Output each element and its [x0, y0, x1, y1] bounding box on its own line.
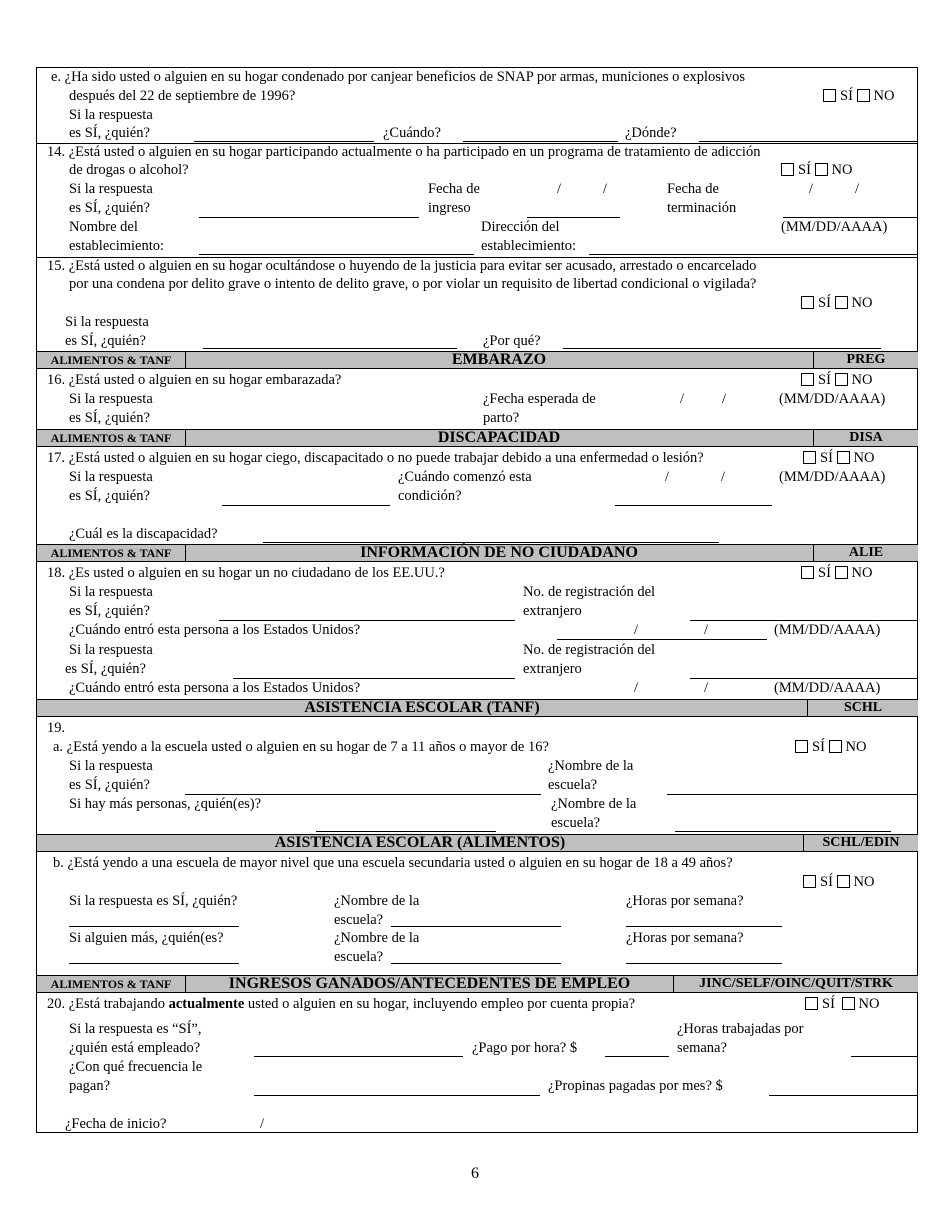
- q17-no-checkbox[interactable]: [837, 451, 850, 464]
- q19a-if-yes: Si la respuesta: [69, 758, 153, 774]
- q18-yes-no: SÍ NO: [801, 565, 872, 582]
- q16-who-label: es SÍ, ¿quién?: [69, 410, 150, 426]
- q20-hours-field[interactable]: [851, 1056, 917, 1057]
- q19a-who-label: es SÍ, ¿quién?: [69, 777, 150, 793]
- date-format-hint: (MM/DD/AAAA): [774, 622, 881, 638]
- q18-if-yes: Si la respuesta: [69, 584, 153, 600]
- section-code: SCHL: [807, 700, 918, 716]
- q19b-yes-no: SÍ NO: [803, 874, 874, 891]
- q20-text: 20. ¿Está trabajando actualmente usted o alguien en su hogar, incluyendo empleo por cuenta propia?: [47, 996, 636, 1012]
- q14-who-label: es SÍ, ¿quién?: [69, 200, 150, 216]
- q20-start-date-label: ¿Fecha de inicio?: [65, 1116, 167, 1132]
- q19-number: 19.: [47, 720, 66, 736]
- section-title: EMBARAZO: [186, 352, 812, 368]
- section-code: JINC/SELF/OINC/QUIT/STRK: [673, 976, 918, 992]
- q20-employed-field[interactable]: [254, 1056, 463, 1057]
- q15-no-checkbox[interactable]: [835, 296, 848, 309]
- q19b-hours-label-2: ¿Horas por semana?: [626, 930, 744, 946]
- q19b-school-label-b-2: escuela?: [334, 949, 384, 965]
- q15-text: 15. ¿Está usted o alguien en su hogar ocultándose o huyendo de la justicia para evitar ser acusado, arrestado o encarcelado: [47, 258, 757, 274]
- q18-if-yes-2: Si la respuesta: [69, 642, 153, 658]
- q13e-yes-no: SÍ NO: [823, 88, 894, 105]
- q14-yes-no: SÍ NO: [781, 162, 852, 179]
- q18-text: 18. ¿Es usted o alguien en su hogar un no ciudadano de los EE.UU.?: [47, 565, 445, 581]
- section-header-alie: [37, 544, 917, 562]
- q15-yes-checkbox[interactable]: [801, 296, 814, 309]
- q20-tips-field[interactable]: [769, 1095, 917, 1096]
- q18-entry-date-field[interactable]: [557, 639, 767, 640]
- q19b-school-label: ¿Nombre de la: [334, 893, 420, 909]
- q14-facility-label-2: establecimiento:: [69, 238, 165, 254]
- date-slash: /: [680, 391, 685, 407]
- section-title: INFORMACIÓN DE NO CIUDADANO: [186, 545, 812, 561]
- q17-text: 17. ¿Está usted o alguien en su hogar ciego, discapacitado o no puede trabajar debido a una enfermedad o lesión?: [47, 450, 704, 466]
- q14-end-date-field[interactable]: [783, 217, 917, 218]
- q19b-others-label: Si alguien más, ¿quién(es?: [69, 930, 224, 946]
- date-format-hint: (MM/DD/AAAA): [779, 469, 886, 485]
- q14-text: 14. ¿Está usted o alguien en su hogar participando actualmente o ha participado en un programa de tratamiento de adicción: [47, 144, 761, 160]
- q13e-text-2: después del 22 de septiembre de 1996?: [69, 88, 296, 104]
- q15-text-2: por una condena por delito grave o intento de delito grave, o por violar un requisito de libertad condicional o vigilada?: [69, 276, 757, 292]
- q20-frequency-field[interactable]: [254, 1095, 540, 1096]
- date-format-hint: (MM/DD/AAAA): [774, 680, 881, 696]
- q18-no-checkbox[interactable]: [835, 566, 848, 579]
- q20-who-label: Si la respuesta es “SÍ”,: [69, 1021, 202, 1037]
- date-slash: /: [855, 181, 860, 197]
- q20-hours-label: ¿Horas trabajadas por: [677, 1021, 804, 1037]
- q13e-when-field[interactable]: [463, 141, 618, 142]
- date-slash: /: [722, 391, 727, 407]
- q19a-more-label: Si hay más personas, ¿quién(es)?: [69, 796, 262, 812]
- q13e-if-yes: Si la respuesta: [69, 107, 153, 123]
- date-slash: /: [704, 622, 709, 638]
- q17-who-label: es SÍ, ¿quién?: [69, 488, 150, 504]
- date-slash: /: [634, 680, 639, 696]
- q19b-school-label-2: escuela?: [334, 912, 384, 928]
- q19b-hours-field[interactable]: [626, 926, 782, 927]
- q13e-who-label: es SÍ, ¿quién?: [69, 125, 150, 141]
- q16-due-date-label-2: parto?: [483, 410, 520, 426]
- date-slash: /: [557, 181, 562, 197]
- q14-facility-address-field[interactable]: [589, 254, 917, 255]
- section-title: ASISTENCIA ESCOLAR (TANF): [37, 700, 807, 716]
- q15-yes-no: SÍ NO: [801, 295, 872, 312]
- q19a-no-checkbox[interactable]: [829, 740, 842, 753]
- page-number: 6: [471, 1165, 479, 1182]
- section-header-jinc: [37, 975, 917, 993]
- section-program-label: ALIMENTOS & TANF: [37, 545, 186, 561]
- q19a-school-label-b: ¿Nombre de la: [551, 796, 637, 812]
- q15-who-label: es SÍ, ¿quién?: [65, 333, 146, 349]
- q14-facility-address-label-2: establecimiento:: [481, 238, 577, 254]
- q13e-yes-checkbox[interactable]: [823, 89, 836, 102]
- q18-entry-label-2: ¿Cuándo entró esta persona a los Estados Unidos?: [69, 680, 361, 696]
- q17-start-label: ¿Cuándo comenzó esta: [398, 469, 532, 485]
- q19b-school-field-2[interactable]: [391, 963, 561, 964]
- q19b-who-field[interactable]: [69, 926, 239, 927]
- q14-facility-address-label: Dirección del: [481, 219, 560, 235]
- q19a-yes-no: SÍ NO: [795, 739, 866, 756]
- q14-text-2: de drogas o alcohol?: [69, 162, 189, 178]
- q20-no-checkbox[interactable]: [842, 997, 855, 1010]
- q13e-no-checkbox[interactable]: [857, 89, 870, 102]
- section-code: ALIE: [813, 545, 918, 561]
- section-header-preg: [37, 351, 917, 369]
- q14-if-yes: Si la respuesta: [69, 181, 153, 197]
- date-slash: /: [603, 181, 608, 197]
- section-title: DISCAPACIDAD: [186, 430, 812, 446]
- q15-who-field[interactable]: [203, 348, 457, 349]
- q18-reg-label-2: extranjero: [523, 661, 582, 677]
- q17-disability-field[interactable]: [263, 542, 719, 543]
- q19b-text: b. ¿Está yendo a una escuela de mayor nivel que una escuela secundaria usted o alguien en su hogar de 18 a 49 años?: [53, 855, 733, 871]
- q20-frequency-label: ¿Con qué frecuencia le: [69, 1059, 203, 1075]
- q17-start-label-2: condición?: [398, 488, 462, 504]
- q18-reg-field[interactable]: [690, 620, 917, 621]
- q18-entry-label: ¿Cuándo entró esta persona a los Estados Unidos?: [69, 622, 361, 638]
- q17-start-date-field[interactable]: [615, 505, 772, 506]
- q15-if-yes: Si la respuesta: [65, 314, 149, 330]
- section-header-schl-edin: [37, 834, 917, 852]
- q15-why-label: ¿Por qué?: [483, 333, 541, 349]
- q17-who-field[interactable]: [222, 505, 390, 506]
- q20-tips-label: ¿Propinas pagadas por mes? $: [548, 1078, 723, 1094]
- section-program-label: ALIMENTOS & TANF: [37, 976, 186, 992]
- q14-facility-name-label: Nombre del: [69, 219, 138, 235]
- q20-yes-no: SÍ NO: [805, 996, 879, 1013]
- date-slash: /: [809, 181, 814, 197]
- date-slash: /: [260, 1116, 265, 1132]
- q18-reg-field-2[interactable]: [690, 678, 917, 679]
- q19a-yes-checkbox[interactable]: [795, 740, 808, 753]
- date-format-hint: (MM/DD/AAAA): [779, 391, 886, 407]
- q13e-text: e. ¿Ha sido usted o alguien en su hogar condenado por canjear beneficios de SNAP por armas, municiones o explosivos: [51, 69, 746, 85]
- q13e-who-field[interactable]: [194, 141, 374, 142]
- q18-who-label-2: es SÍ, ¿quién?: [65, 661, 146, 677]
- q19b-yes-checkbox[interactable]: [803, 875, 816, 888]
- section-title: ASISTENCIA ESCOLAR (ALIMENTOS): [37, 835, 803, 851]
- q14-no-checkbox[interactable]: [815, 163, 828, 176]
- section-code: SCHL/EDIN: [803, 835, 918, 851]
- q19a-who-field[interactable]: [185, 794, 541, 795]
- q19b-hours-label: ¿Horas por semana?: [626, 893, 744, 909]
- q19a-school-field-2[interactable]: [675, 831, 891, 832]
- q14-entry-date-label: Fecha de: [428, 181, 480, 197]
- q19a-more-field[interactable]: [316, 831, 496, 832]
- date-format-hint: (MM/DD/AAAA): [781, 219, 888, 235]
- q15-why-field[interactable]: [563, 348, 881, 349]
- q13e-when-label: ¿Cuándo?: [383, 125, 441, 141]
- q19a-text: a. ¿Está yendo a la escuela usted o alguien en su hogar de 7 a 11 años o mayor de 16?: [53, 739, 549, 755]
- q19b-hours-field-2[interactable]: [626, 963, 782, 964]
- q19a-school-label-b-2: escuela?: [551, 815, 601, 831]
- q19b-who-label: Si la respuesta es SÍ, ¿quién?: [69, 893, 238, 909]
- q16-yes-no: SÍ NO: [801, 372, 872, 389]
- date-slash: /: [634, 622, 639, 638]
- q14-facility-name-field[interactable]: [199, 254, 474, 255]
- q18-who-field-2[interactable]: [233, 678, 515, 679]
- form-frame: [36, 67, 918, 1133]
- q20-hourly-pay-field[interactable]: [605, 1056, 669, 1057]
- q20-yes-checkbox[interactable]: [805, 997, 818, 1010]
- q17-yes-checkbox[interactable]: [803, 451, 816, 464]
- q13e-where-field[interactable]: [699, 141, 917, 142]
- q18-reg-label-2: extranjero: [523, 603, 582, 619]
- q13e-where-label: ¿Dónde?: [625, 125, 677, 141]
- q14-entry-label-2: ingreso: [428, 200, 471, 216]
- q18-reg-label: No. de registración del: [523, 584, 656, 600]
- date-slash: /: [721, 469, 726, 485]
- section-code: PREG: [813, 352, 918, 368]
- q19a-school-field[interactable]: [667, 794, 917, 795]
- q20-who-label-2: ¿quién está empleado?: [69, 1040, 201, 1056]
- q17-if-yes: Si la respuesta: [69, 469, 153, 485]
- q20-hourly-pay-label: ¿Pago por hora? $: [472, 1040, 578, 1056]
- q20-frequency-label-2: pagan?: [69, 1078, 111, 1094]
- q17-disability-label: ¿Cuál es la discapacidad?: [69, 526, 218, 542]
- date-slash: /: [704, 680, 709, 696]
- q19b-others-field[interactable]: [69, 963, 239, 964]
- section-title: INGRESOS GANADOS/ANTECEDENTES DE EMPLEO: [186, 976, 673, 992]
- q18-who-field[interactable]: [219, 620, 515, 621]
- section-header-disa: [37, 429, 917, 447]
- q19a-school-label-2: escuela?: [548, 777, 598, 793]
- date-slash: /: [665, 469, 670, 485]
- q14-end-label-2: terminación: [667, 200, 737, 216]
- section-program-label: ALIMENTOS & TANF: [37, 430, 186, 446]
- q16-if-yes: Si la respuesta: [69, 391, 153, 407]
- q19b-school-label-b: ¿Nombre de la: [334, 930, 420, 946]
- q19a-school-label: ¿Nombre de la: [548, 758, 634, 774]
- section-code: DISA: [813, 430, 918, 446]
- q18-who-label: es SÍ, ¿quién?: [69, 603, 150, 619]
- q16-no-checkbox[interactable]: [835, 373, 848, 386]
- q14-entry-date-field[interactable]: [527, 217, 620, 218]
- q16-due-date-label: ¿Fecha esperada de: [483, 391, 596, 407]
- q20-hours-label-2: semana?: [677, 1040, 727, 1056]
- q14-yes-checkbox[interactable]: [781, 163, 794, 176]
- q19b-no-checkbox[interactable]: [837, 875, 850, 888]
- q18-reg-label: No. de registración del: [523, 642, 656, 658]
- section-header-schl: [37, 699, 917, 717]
- section-program-label: ALIMENTOS & TANF: [37, 352, 186, 368]
- q19b-school-field[interactable]: [391, 926, 561, 927]
- q14-end-date-label: Fecha de: [667, 181, 719, 197]
- q16-text: 16. ¿Está usted o alguien en su hogar embarazada?: [47, 372, 342, 388]
- q16-yes-checkbox[interactable]: [801, 373, 814, 386]
- q18-yes-checkbox[interactable]: [801, 566, 814, 579]
- q14-who-field[interactable]: [199, 217, 419, 218]
- q17-yes-no: SÍ NO: [803, 450, 874, 467]
